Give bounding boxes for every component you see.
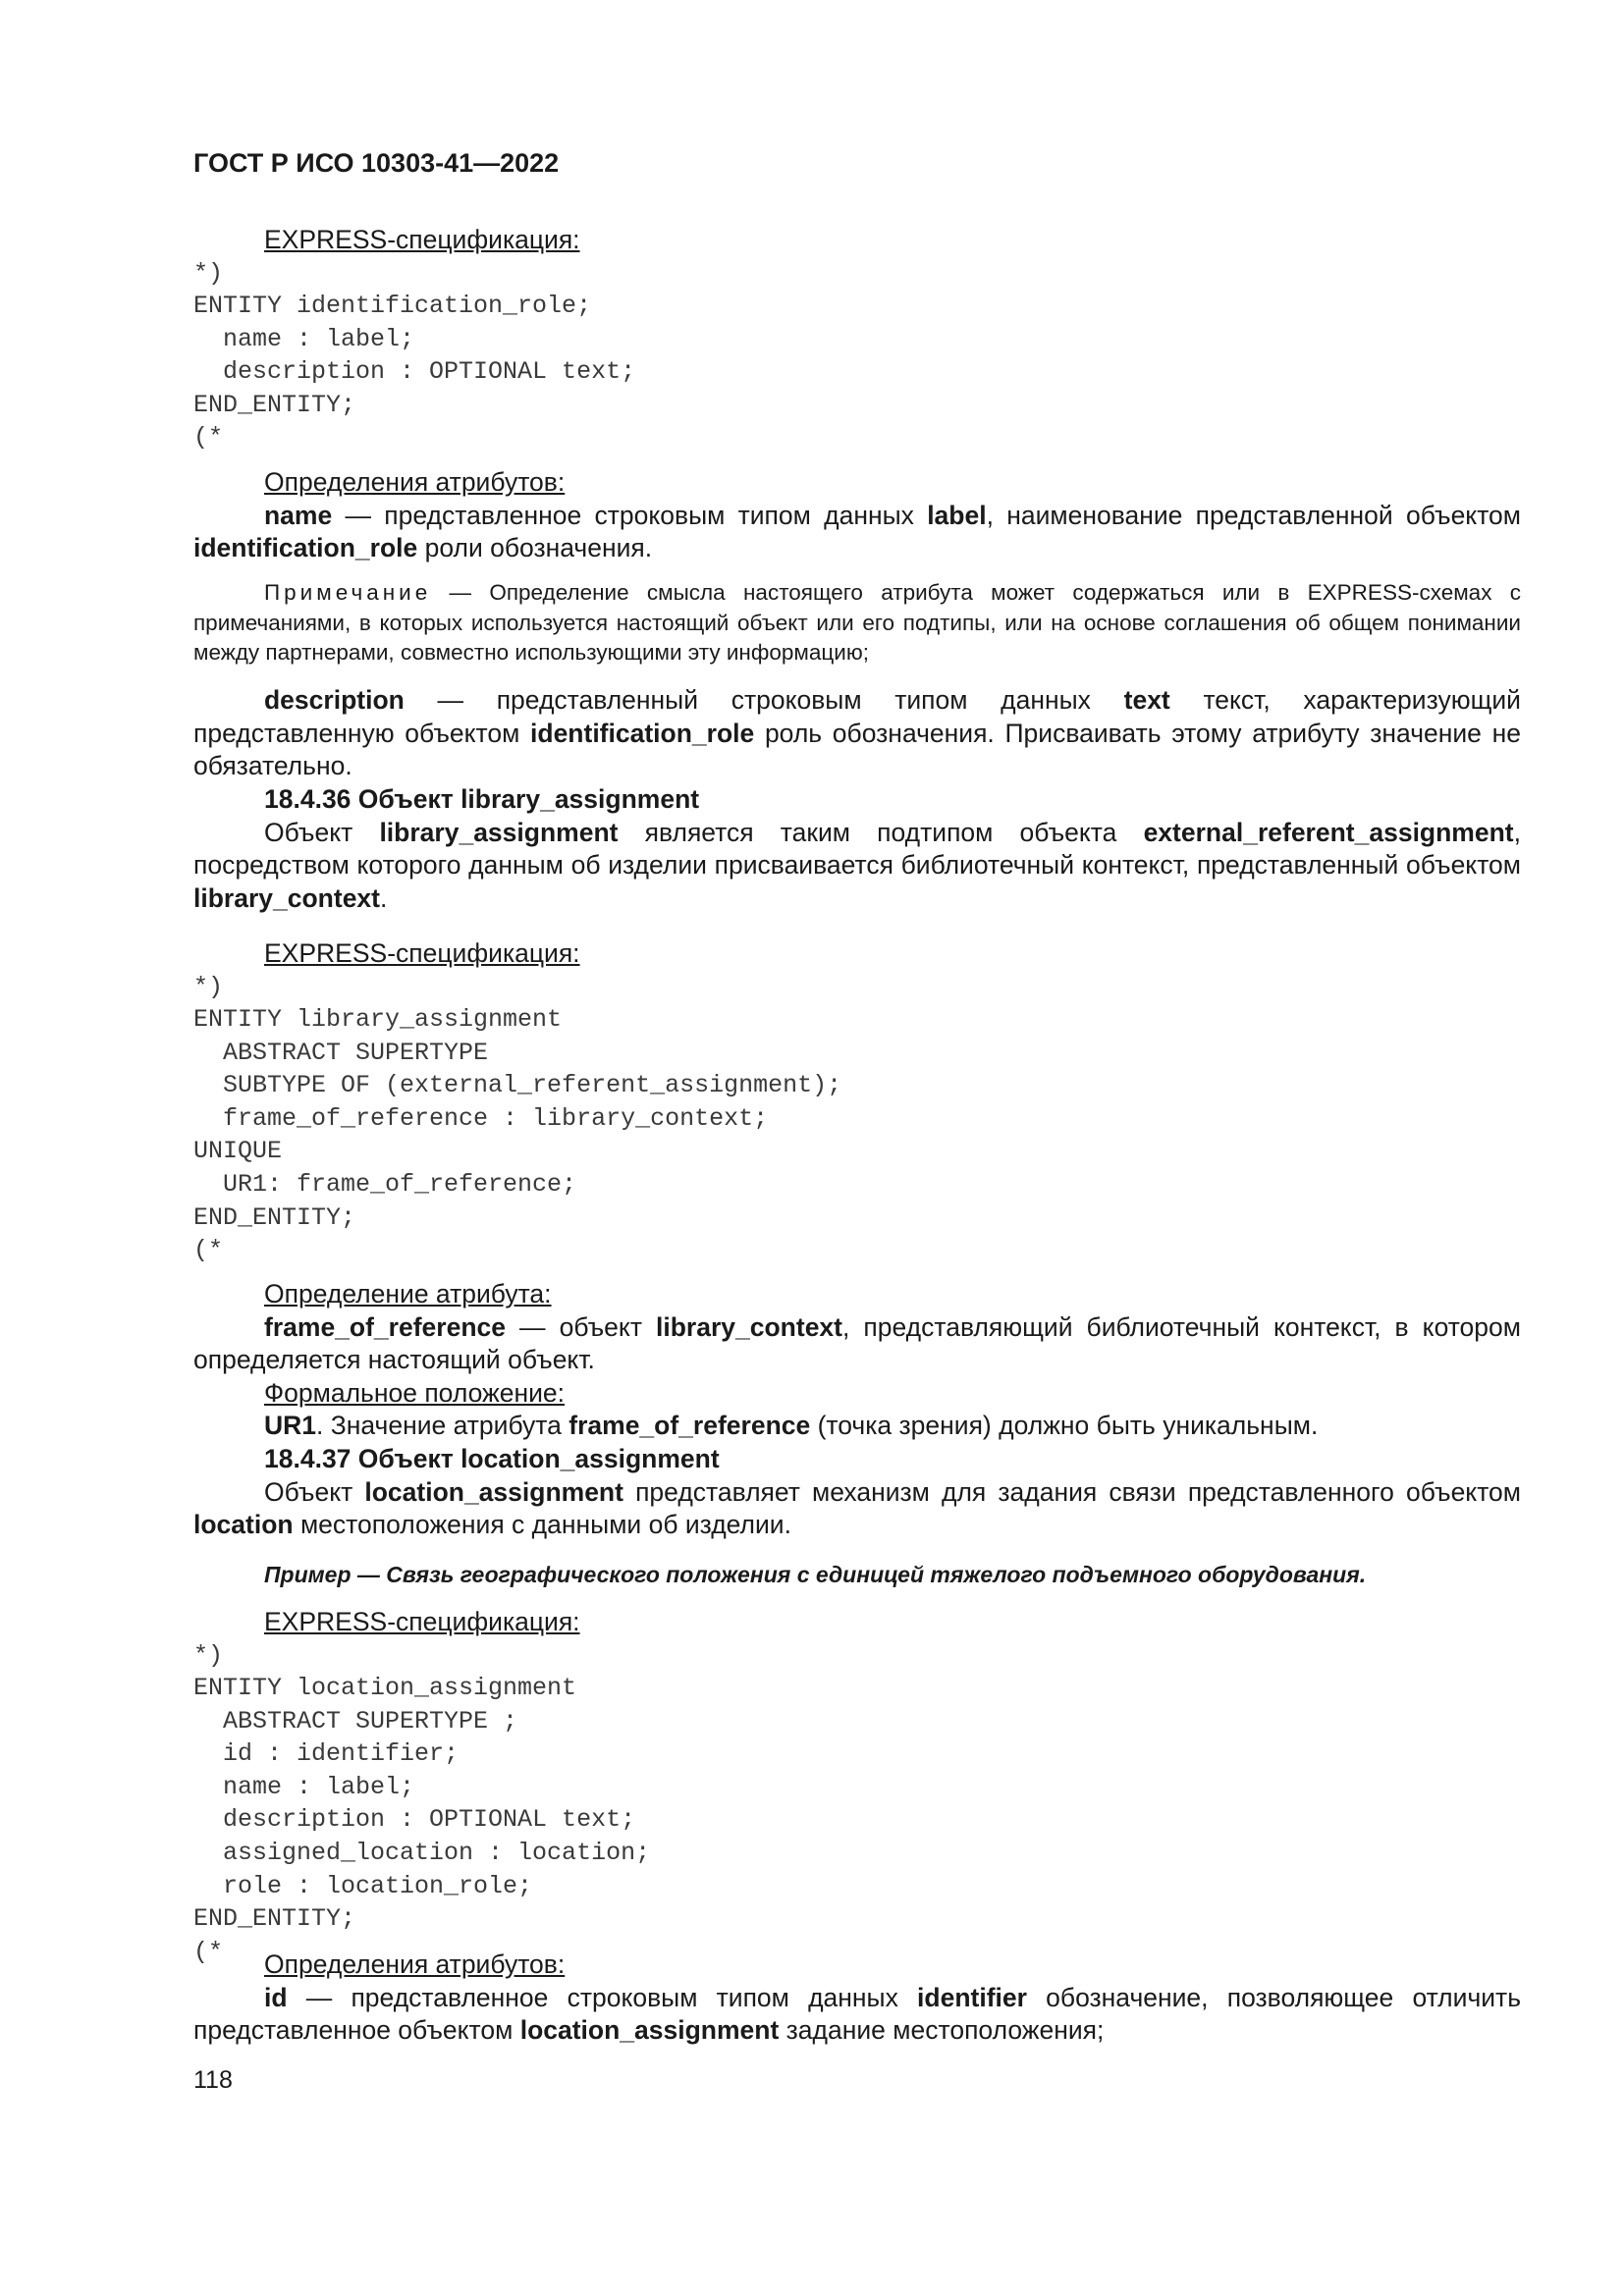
attribute-definitions-label: Определения атрибутов: bbox=[264, 467, 566, 497]
express-code-block: *) ENTITY location_assignment ABSTRACT SUPERTYPE ; id : identifier; name : label; description : OPTIONAL text; assigned_location : location; role : location_role; END_ENTITY; (* bbox=[193, 1640, 651, 1966]
page-number: 118 bbox=[193, 2066, 233, 2094]
express-spec-label: EXPRESS-спецификация: bbox=[264, 225, 580, 254]
section-heading: 18.4.37 Объект location_assignment bbox=[264, 1444, 720, 1473]
express-spec-identification-role bbox=[193, 224, 1521, 454]
attribute-description-definition: description — представленный строковым типом данных text текст, характеризующий представленную объектом identification_role роль обозначения. Присваивать этому атрибуту значение не обязательно. bbox=[193, 685, 1521, 780]
attribute-definitions-label: Определения атрибутов: bbox=[264, 1949, 566, 1979]
attribute-frame-of-reference-definition: frame_of_reference — объект library_context, представляющий библиотечный контекст, в котором определяется настоящий объект. bbox=[193, 1311, 1521, 1374]
section-intro: Объект location_assignment представляет механизм для задания связи представленного объектом location местоположения с данными об изделии. bbox=[193, 1476, 1521, 1539]
express-spec-label: EXPRESS-спецификация: bbox=[264, 1607, 580, 1636]
document-header: ГОСТ Р ИСО 10303-41—2022 bbox=[193, 148, 560, 178]
section-library-assignment bbox=[193, 783, 1521, 915]
attribute-definition-label: Определение атрибута: bbox=[264, 1279, 552, 1308]
section-location-assignment bbox=[193, 1443, 1521, 1542]
example-paragraph: Пример — Связь географического положения с единицей тяжелого подъемного оборудования. bbox=[264, 1562, 1367, 1587]
express-spec-library-assignment bbox=[193, 937, 1521, 1267]
note-prefix: Примечание bbox=[264, 580, 432, 605]
section-intro: Объект library_assignment является таким подтипом объекта external_referent_assignment, посредством которого данным об изделии присваивается библиотечный контекст, представленный объектом library_context. bbox=[193, 817, 1521, 913]
attribute-definition-library-assignment bbox=[193, 1278, 1521, 1443]
express-spec-location-assignment bbox=[193, 1606, 1521, 1968]
express-code-block: *) ENTITY identification_role; name : label; description : OPTIONAL text; END_ENTITY; (* bbox=[193, 258, 636, 453]
express-code-block: *) ENTITY library_assignment ABSTRACT SUPERTYPE SUBTYPE OF (external_referent_assignment); frame_of_reference : library_context; UNIQUE UR1: frame_of_reference; END_ENTITY; (* bbox=[193, 972, 842, 1265]
attribute-id-definition: id — представленное строковым типом данных identifier обозначение, позволяющее отличить представленное объектом location_assignment задание местоположения; bbox=[193, 1982, 1521, 2045]
note-paragraph: Примечание — Определение смысла настоящего атрибута может содержаться или в EXPRESS-схемах с примечаниями, в которых используется настоящий объект или его подтипы, или на основе соглашения об общем понимании между партнерами, совместно использующими эту информацию; bbox=[193, 580, 1521, 665]
attribute-definitions-location-assignment bbox=[193, 1949, 1521, 2048]
express-spec-label: EXPRESS-спецификация: bbox=[264, 938, 580, 968]
formal-propositions-label: Формальное положение: bbox=[264, 1377, 566, 1408]
attribute-definitions-identification-role bbox=[193, 466, 1521, 565]
attribute-name-definition: name — представленное строковым типом данных label, наименование представленной объектом identification_role роли обозначения. bbox=[193, 500, 1521, 562]
formal-proposition-ur1: UR1. Значение атрибута frame_of_reference (точка зрения) должно быть уникальным. bbox=[264, 1411, 1319, 1440]
section-heading: 18.4.36 Объект library_assignment bbox=[264, 784, 700, 814]
